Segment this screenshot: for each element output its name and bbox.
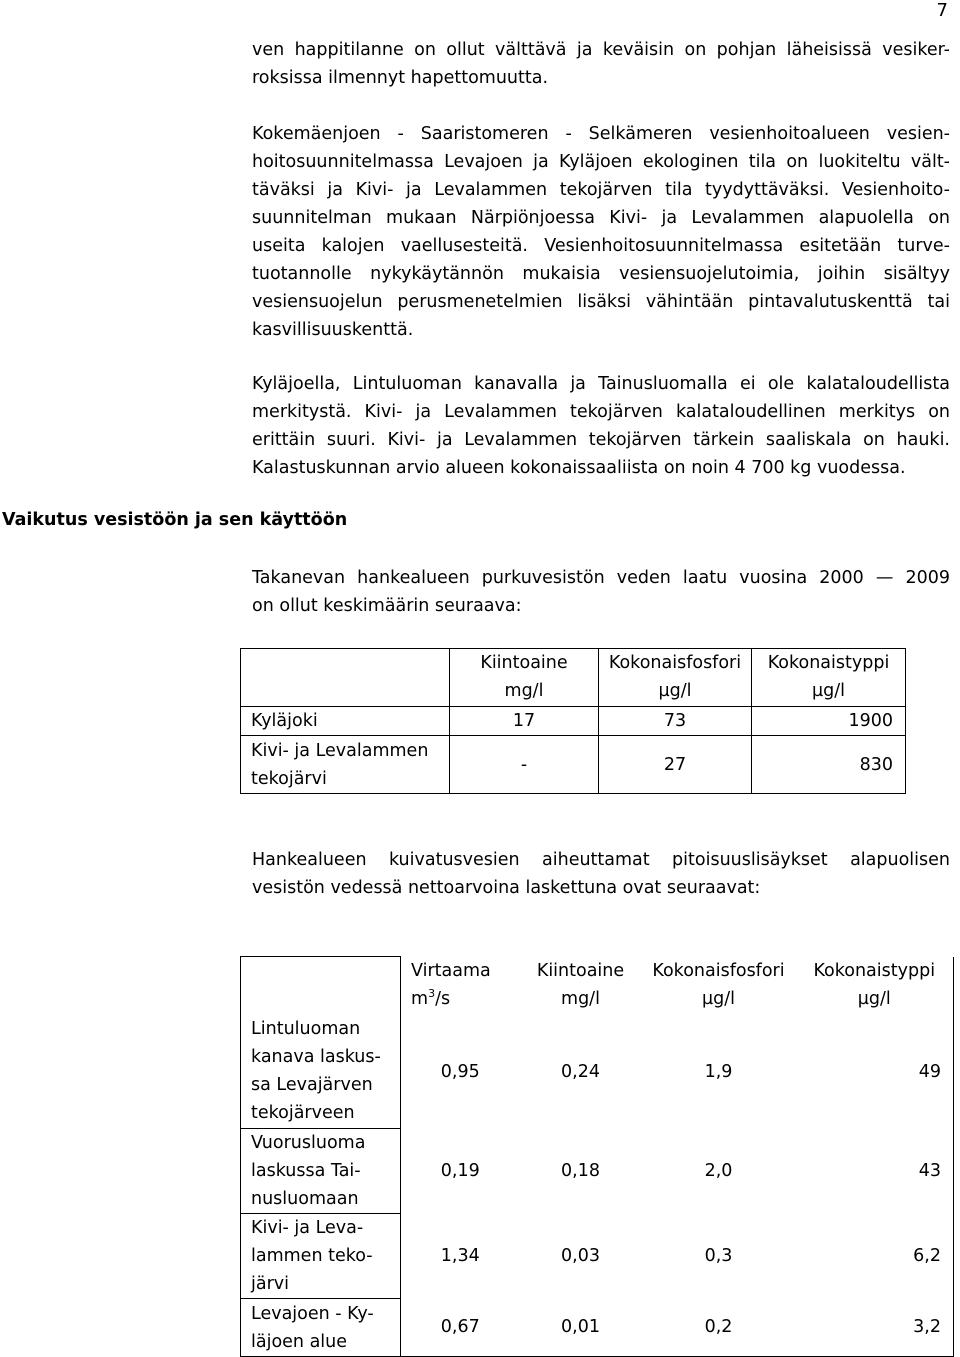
paragraph-fishing [252, 370, 950, 482]
row-label: Vuorusluoma laskussa Tai- nusluomaan [241, 1129, 401, 1214]
table-cell: 1900 [752, 707, 906, 736]
text-line: Takanevan hankealueen purkuvesistön veden laatu vuosina 2000 — 2009 [252, 568, 950, 588]
text-line: vesistön vedessä nettoarvoina laskettuna ovat seuraavat: [252, 878, 761, 898]
table-cell: 0,03 [561, 1246, 600, 1266]
table-cell: 0,24 [561, 1061, 600, 1082]
table-cell: 0,2 [642, 1299, 796, 1357]
header-cell: Kiintoaine mg/l [450, 649, 599, 707]
table-corner-cell [241, 649, 450, 707]
row-label: Kivi- ja Levalammen tekojärvi [241, 736, 450, 794]
text-line: Hankealueen kuivatusvesien aiheuttamat pitoisuuslisäykset alapuolisen [252, 850, 950, 870]
text-line: Kokemäenjoen - Saaristomeren - Selkämeren vesienhoitoalueen vesien- [252, 124, 950, 144]
table-cell: 49 [796, 1015, 954, 1129]
row-label: Levajoen - Ky- läjoen alue [241, 1299, 401, 1357]
paragraph-water-management [252, 120, 950, 344]
header-cell: Virtaama $m^3/s$ [411, 960, 491, 1009]
text-line: useita kalojen vaellusesteitä. Vesienhoitosuunnitelmassa esitetään turve- [252, 236, 950, 256]
header-cell: Kokonaistyppi µg/l [752, 649, 906, 707]
table-cell: 43 [796, 1129, 954, 1214]
table-cell: 6,2 [796, 1214, 954, 1299]
table-cell: 73 [599, 707, 752, 736]
header-cell: Kokonaisfosfori µg/l [599, 649, 752, 707]
text-line: hoitosuunnitelmassa Levajoen ja Kyläjoen ekologinen tila on luokiteltu vält- [252, 152, 950, 172]
header-cell: Kokonaistyppi µg/l [796, 957, 954, 1015]
text-line: erittäin suuri. Kivi- ja Levalammen tekojärven tärkein saaliskala on hauki. [252, 430, 950, 450]
table-row [241, 707, 906, 736]
row-label: Lintuluoman kanava laskus- sa Levajärven tekojärveen [241, 1015, 401, 1129]
table-header-row [241, 957, 954, 1015]
table-cell: 1,34 [440, 1246, 480, 1266]
table-row [241, 1015, 954, 1129]
text-line: Kyläjoella, Lintuluoman kanavalla ja Tainusluomalla ei ole kalataloudellista [252, 374, 950, 394]
table-cell: 0,3 [704, 1246, 733, 1266]
text-line: täväksi ja Kivi- ja Levalammen tekojärven tila tyydyttäväksi. Vesienhoito- [252, 180, 950, 200]
text-line: ven happitilanne on ollut välttävä ja keväisin on pohjan läheisissä vesiker- [252, 40, 950, 60]
load-increase-table [240, 956, 954, 1357]
table-row [241, 736, 906, 794]
table-cell: 0,18 [561, 1161, 600, 1181]
table-cell: 830 [752, 736, 906, 794]
table-header-row [241, 649, 906, 707]
text-line: merkitystä. Kivi- ja Levalammen tekojärven kalataloudellinen merkitys on [252, 402, 950, 422]
header-cell: Kiintoaine mg/l [536, 960, 625, 1009]
row-label: Kyläjoki [241, 707, 450, 736]
text-line: kasvillisuuskenttä. [252, 320, 414, 340]
text-line: roksissa ilmennyt hapettomuutta. [252, 68, 549, 88]
header-cell: Kokonaisfosfori µg/l [652, 960, 785, 1009]
table-row [241, 1129, 954, 1214]
water-quality-table [240, 648, 906, 794]
paragraph-continuation [252, 36, 950, 92]
table-cell: 2,0 [704, 1161, 733, 1181]
paragraph-water-quality-intro [252, 564, 950, 620]
table-corner-cell [241, 957, 401, 1015]
text-line: vesiensuojelun perusmenetelmien lisäksi vähintään pintavalutuskenttä tai [252, 292, 950, 312]
table-cell: 0,95 [440, 1061, 480, 1082]
table-row [241, 1214, 954, 1299]
table-cell: 27 [599, 736, 752, 794]
table-cell: 3,2 [796, 1299, 954, 1357]
table-cell: 0,19 [440, 1161, 480, 1181]
table-cell: 0,67 [401, 1299, 520, 1357]
paragraph-discharge-intro [252, 846, 950, 902]
text-line: suunnitelman mukaan Närpiönjoessa Kivi- ja Levalammen alapuolella on [252, 208, 950, 228]
page-number: 7 [936, 0, 948, 21]
table-cell: 0,01 [520, 1299, 642, 1357]
table-row [241, 1299, 954, 1357]
side-heading: Vaikutus vesistöön ja sen käyttöön [2, 510, 348, 530]
text-line: on ollut keskimäärin seuraava: [252, 596, 522, 616]
table-cell: 17 [450, 707, 599, 736]
table-cell: 1,9 [704, 1061, 733, 1082]
table-cell: - [450, 736, 599, 794]
text-line: tuotannolle nykykäytännön mukaisia vesiensuojelutoimia, joihin sisältyy [252, 264, 950, 284]
text-line: Kalastuskunnan arvio alueen kokonaissaaliista on noin 4 700 kg vuodessa. [252, 458, 906, 478]
row-label: Kivi- ja Leva- lammen teko- järvi [241, 1214, 401, 1299]
